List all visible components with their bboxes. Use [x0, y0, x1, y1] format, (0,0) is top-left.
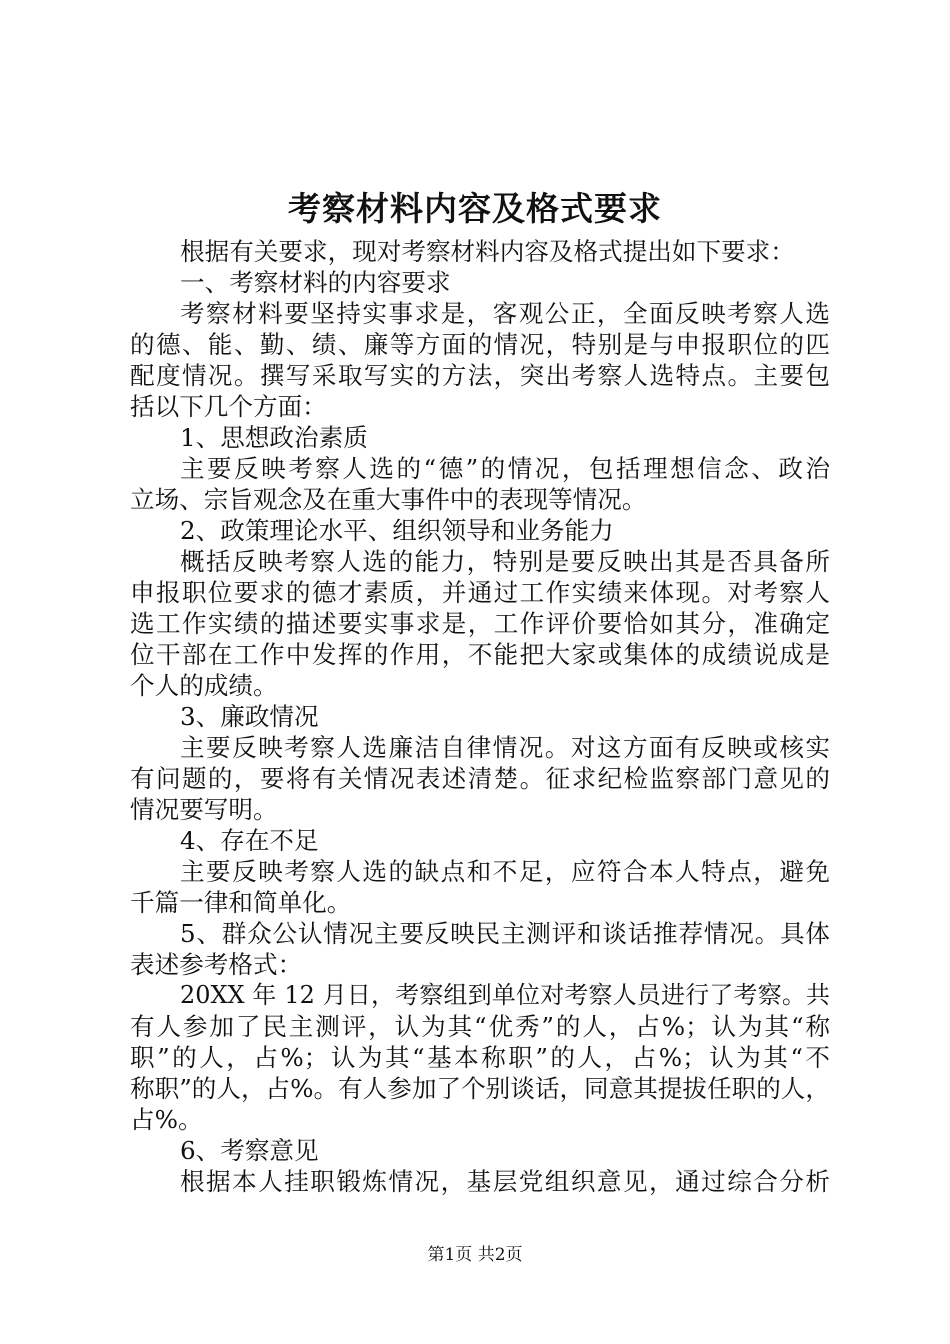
text-line: 个人的成绩。 — [130, 671, 278, 700]
text-line: 申报职位要求的德才素质，并通过工作实绩来体现。对考察人 — [130, 578, 830, 607]
text-line: 1、思想政治素质 — [180, 423, 368, 452]
document-title: 考察材料内容及格式要求 — [288, 189, 662, 228]
text-line: 考察材料要坚持实事求是，客观公正，全面反映考察人选 — [180, 299, 830, 328]
text-line: 4、存在不足 — [180, 826, 319, 855]
text-line: 5、群众公认情况主要反映民主测评和谈话推荐情况。具体 — [180, 919, 830, 948]
text-line: 有问题的，要将有关情况表述清楚。征求纪检监察部门意见的 — [130, 764, 830, 793]
text-line: 占%。 — [130, 1105, 203, 1134]
page-footer: 第1页 共2页 — [427, 1245, 523, 1265]
text-line: 职”的人，占%；认为其“基本称职”的人，占%；认为其“不 — [130, 1043, 830, 1072]
text-line: 6、考察意见 — [180, 1136, 319, 1165]
text-line: 立场、宗旨观念及在重大事件中的表现等情况。 — [130, 485, 647, 514]
text-line: 有人参加了民主测评，认为其“优秀”的人，占%；认为其“称 — [130, 1012, 830, 1041]
text-line: 配度情况。撰写采取写实的方法，突出考察人选特点。主要包 — [130, 361, 830, 390]
text-line: 根据有关要求，现对考察材料内容及格式提出如下要求： — [180, 237, 795, 266]
text-line: 位干部在工作中发挥的作用，不能把大家或集体的成绩说成是 — [130, 640, 830, 669]
text-line: 2、政策理论水平、组织领导和业务能力 — [180, 516, 614, 545]
text-line: 主要反映考察人选廉洁自律情况。对这方面有反映或核实 — [180, 733, 830, 762]
text-line: 的德、能、勤、绩、廉等方面的情况，特别是与申报职位的匹 — [130, 330, 830, 359]
text-line: 一、考察材料的内容要求 — [180, 268, 451, 297]
text-line: 称职”的人，占%。有人参加了个别谈话，同意其提拔任职的人， — [130, 1074, 830, 1103]
text-line: 概括反映考察人选的能力，特别是要反映出其是否具备所 — [180, 547, 830, 576]
text-line: 20XX 年 12 月日，考察组到单位对考察人员进行了考察。共 — [180, 981, 830, 1009]
text-line: 主要反映考察人选的缺点和不足，应符合本人特点，避免 — [180, 857, 830, 886]
text-line: 情况要写明。 — [130, 795, 278, 824]
text-line: 主要反映考察人选的“德”的情况，包括理想信念、政治 — [180, 454, 830, 483]
text-line: 千篇一律和简单化。 — [130, 888, 352, 917]
text-line: 选工作实绩的描述要实事求是，工作评价要恰如其分，准确定 — [130, 609, 830, 638]
text-line: 表述参考格式： — [130, 950, 303, 979]
text-line: 3、廉政情况 — [180, 702, 319, 731]
document-body — [130, 236, 830, 1197]
text-line: 根据本人挂职锻炼情况，基层党组织意见，通过综合分析 — [180, 1167, 830, 1196]
text-line: 括以下几个方面： — [130, 392, 327, 421]
